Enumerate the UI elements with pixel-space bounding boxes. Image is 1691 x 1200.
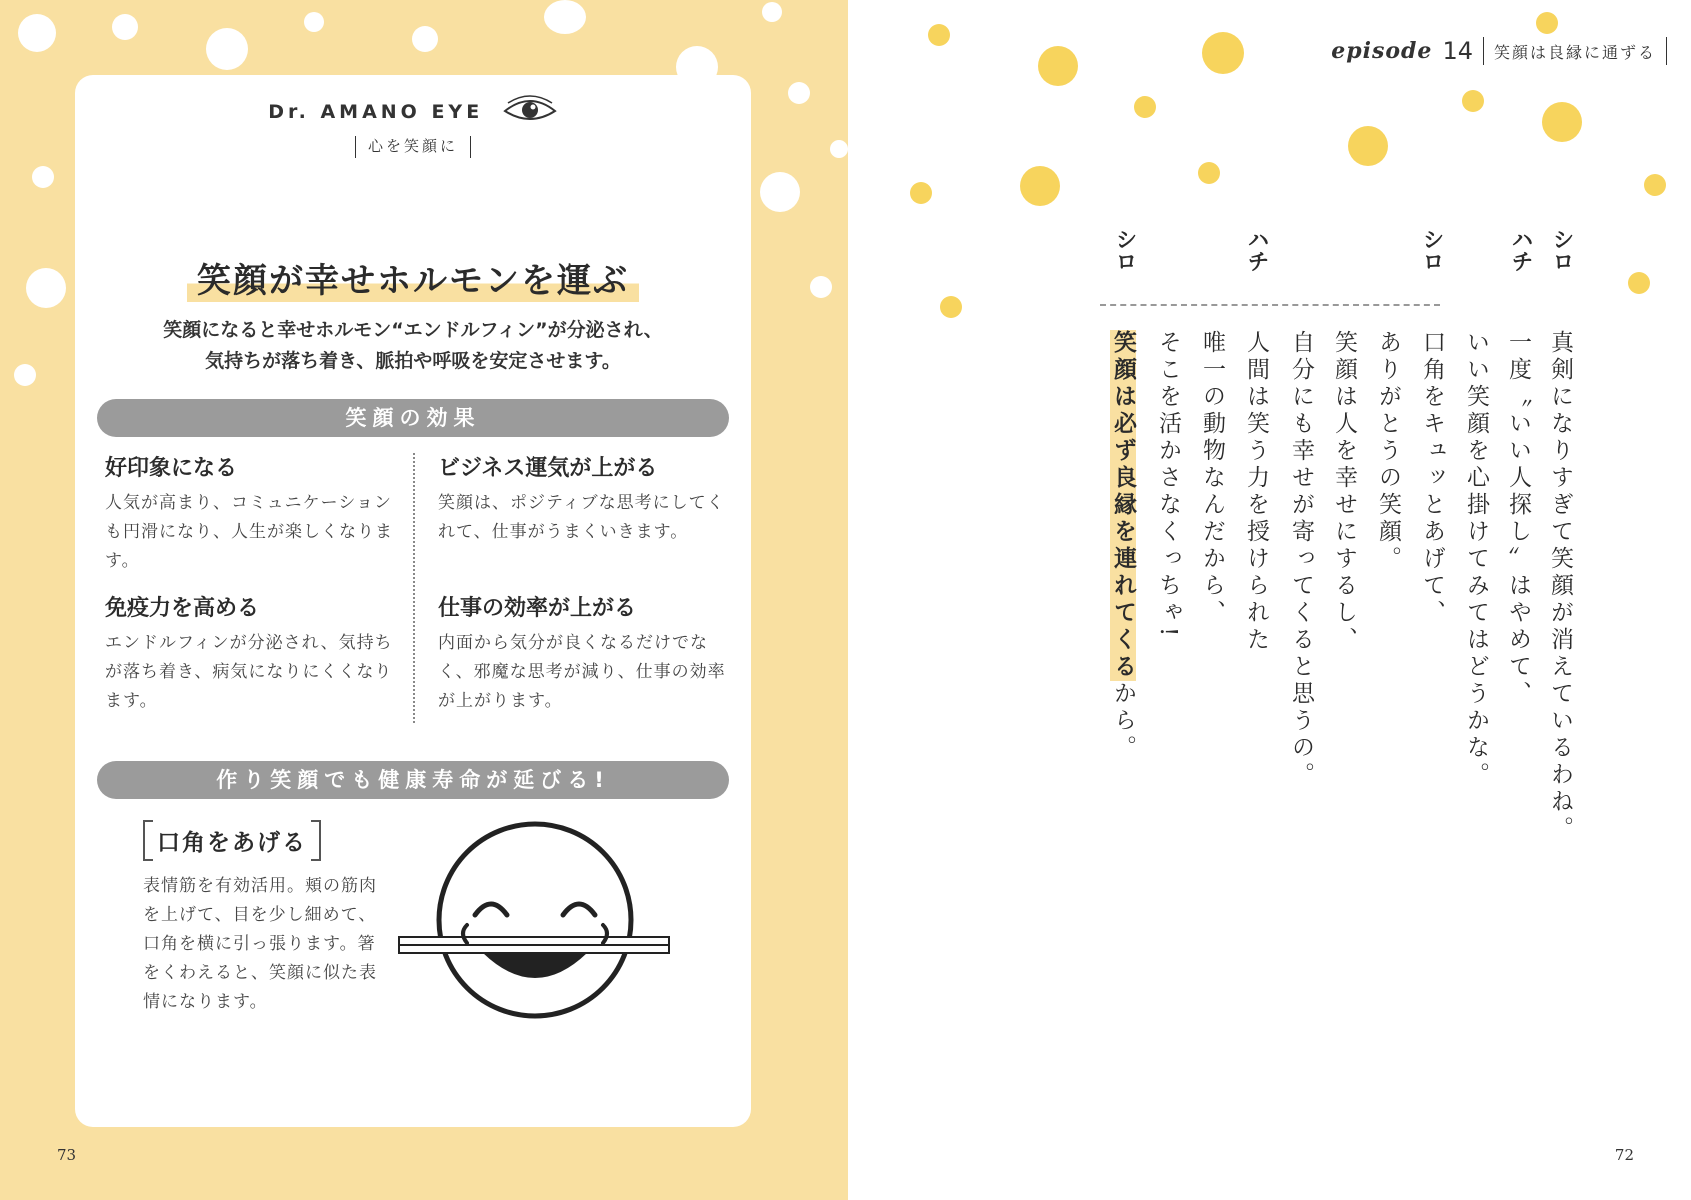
speaker-label: シロ — [1419, 228, 1444, 272]
decorative-dot — [1348, 126, 1388, 166]
dialogue-line: 一度〝いい人探し〟はやめて、 — [1505, 330, 1531, 708]
decorative-dot — [760, 172, 800, 212]
page-number: 72 — [1614, 1146, 1634, 1164]
decorative-dot — [544, 0, 586, 34]
decorative-dot — [1644, 174, 1666, 196]
emphasized-phrase: 笑顔は必ず良縁を連れてくる — [1110, 330, 1136, 681]
decorative-dot — [1198, 162, 1220, 184]
page-number: 73 — [57, 1146, 77, 1164]
decorative-dot — [810, 276, 832, 298]
dialogue-line: 笑顔は人を幸せにするし、 — [1331, 330, 1357, 654]
tip-title: 口角をあげる — [143, 820, 321, 861]
dialogue-line-emphasis — [1111, 330, 1134, 762]
episode-label: episode — [1331, 38, 1433, 64]
decorative-dot — [1628, 272, 1650, 294]
effect-text: 人気が高まり、コミュニケーションも円滑になり、人生が楽しくなります。 — [105, 493, 393, 571]
decorative-dot — [26, 268, 66, 308]
effect-title: ビジネス運気が上がる — [438, 456, 658, 481]
speaker-label: シロ — [1549, 228, 1574, 272]
section-heading-effects: 笑顔の効果 — [97, 399, 729, 437]
smiley-with-chopsticks-icon — [395, 815, 675, 1029]
effect-item — [438, 453, 728, 547]
column-subtitle — [75, 135, 751, 158]
decorative-dot — [14, 364, 36, 386]
effect-title: 好印象になる — [105, 456, 238, 481]
effect-text: 笑顔は、ポジティブな思考にしてくれて、仕事がうまくいきます。 — [438, 493, 725, 542]
effect-text: エンドルフィンが分泌され、気持ちが落ち着き、病気になりにくくなります。 — [105, 633, 393, 711]
decorative-dot — [412, 26, 438, 52]
decorative-dot — [32, 166, 54, 188]
decorative-dot — [1202, 32, 1244, 74]
info-card — [75, 75, 751, 1127]
decorative-dot — [762, 2, 782, 22]
dialogue-line: 真剣になりすぎて笑顔が消えているわね。 — [1547, 330, 1573, 843]
effect-text: 内面から気分が良くなるだけでなく、邪魔な思考が減り、仕事の効率が上がります。 — [438, 633, 726, 711]
eye-icon — [502, 95, 558, 130]
decorative-dot — [206, 28, 248, 70]
effect-item — [105, 453, 395, 576]
episode-title: 笑顔は良縁に通ずる — [1493, 42, 1656, 62]
decorative-dot — [1020, 166, 1060, 206]
column-brand: Dr. AMANO EYE — [268, 101, 484, 123]
decorative-dot — [1134, 96, 1156, 118]
dialogue-line: 唯一の動物なんだから、 — [1199, 330, 1225, 627]
page-title-text: 笑顔が幸せホルモンを運ぶ — [187, 253, 639, 302]
lead-text — [105, 315, 721, 377]
effect-item — [105, 593, 395, 716]
section-heading-health: 作り笑顔でも健康寿命が延びる! — [97, 761, 729, 799]
page-title — [75, 253, 751, 302]
decorative-dot — [788, 82, 810, 104]
effect-title: 仕事の効率が上がる — [438, 596, 637, 621]
decorative-dot — [18, 14, 56, 52]
lead-line: 気持ちが落ち着き、脈拍や呼吸を安定させます。 — [205, 350, 621, 372]
column-subtitle-text: 心を笑顔に — [367, 137, 458, 155]
decorative-dot — [928, 24, 950, 46]
episode-number: 14 — [1442, 37, 1473, 65]
decorative-dot — [1038, 46, 1078, 86]
dialogue-line: いい笑顔を心掛けてみてはどうかな。 — [1463, 330, 1489, 789]
lead-line: 笑顔になると幸せホルモン“エンドルフィン”が分泌され、 — [163, 319, 663, 341]
dialogue-line: そこを活かさなくっちゃ! — [1155, 330, 1181, 641]
decorative-dot — [112, 14, 138, 40]
dashed-divider — [1100, 304, 1440, 306]
right-page — [848, 0, 1691, 1200]
decorative-dot — [304, 12, 324, 32]
decorative-dot — [910, 182, 932, 204]
effect-item — [438, 593, 728, 716]
column-header — [75, 95, 751, 130]
dialogue-line: 人間は笑う力を授けられた — [1243, 330, 1269, 654]
episode-header — [1331, 36, 1667, 66]
effect-title: 免疫力を高める — [105, 596, 260, 621]
dialogue-line: 自分にも幸せが寄ってくると思うの。 — [1288, 330, 1314, 789]
speaker-label: ハチ — [1244, 228, 1269, 272]
decorative-dot — [1536, 12, 1558, 34]
decorative-dot — [1542, 102, 1582, 142]
tip-text: 表情筋を有効活用。頬の筋肉を上げて、目を少し細めて、口角を横に引っ張ります。箸をくわえると、笑顔に似た表情になります。 — [143, 876, 377, 1012]
decorative-dot — [940, 296, 962, 318]
decorative-dot — [1462, 90, 1484, 112]
decorative-dot — [830, 140, 848, 158]
speaker-label: ハチ — [1508, 228, 1533, 272]
dialogue-line: ありがとうの笑顔。 — [1375, 330, 1401, 573]
dialogue-line-tail: から。 — [1110, 681, 1136, 762]
dialogue-line: 口角をキュッとあげて、 — [1419, 330, 1445, 627]
speaker-label: シロ — [1112, 228, 1137, 272]
dotted-divider — [413, 453, 415, 723]
